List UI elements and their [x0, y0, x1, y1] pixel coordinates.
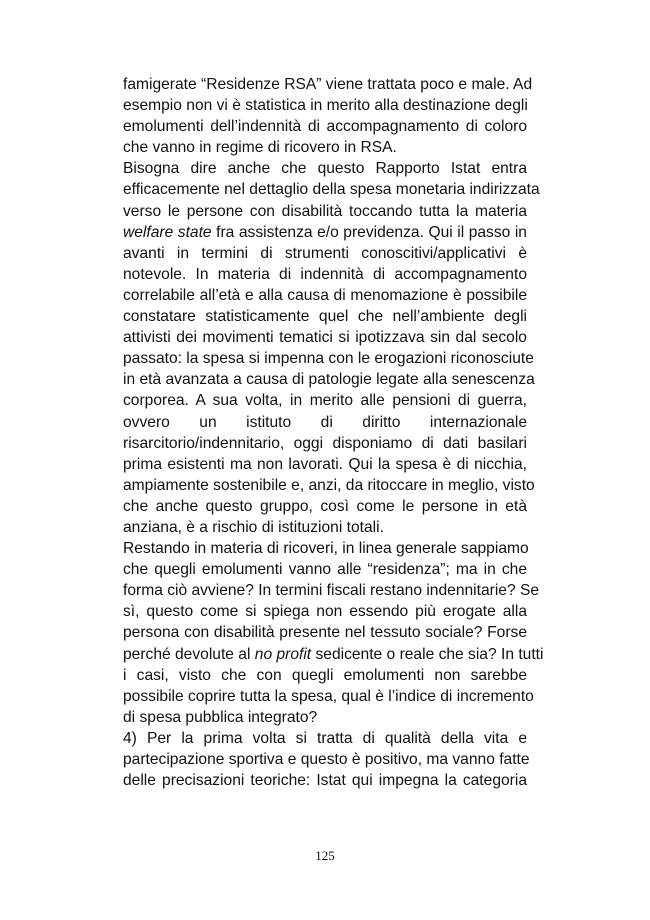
text-segment: persona con disabilità presente nel tessuto sociale? Forse	[123, 624, 527, 642]
text-segment: 4) Per la prima volta si tratta di qualità della vita e	[123, 729, 527, 747]
text-segment: in età avanzata a causa di patologie legate alla senescenza	[123, 371, 535, 389]
text-segment: risarcitorio/indennitario, oggi disponiamo di dati basilari	[123, 434, 527, 452]
text-segment: partecipazione sportiva e questo è positivo, ma vanno fatte	[123, 751, 530, 768]
text-segment: ampiamente sostenibile e, anzi, da ritoccare in meglio, visto	[123, 476, 535, 494]
text-segment: verso le persone con disabilità toccando tutta la materia	[123, 202, 527, 220]
text-line	[123, 496, 527, 517]
text-line	[123, 665, 527, 686]
text-segment: esempio non vi è statistica in merito alla destinazione degli	[123, 97, 528, 115]
text-segment: anziana, è a rischio di istituzioni totali.	[123, 518, 384, 536]
text-line	[123, 433, 527, 454]
text-line	[123, 454, 527, 475]
text-segment: Bisogna dire anche che questo Rapporto Istat entra	[123, 160, 527, 178]
italic-text: welfare state	[123, 223, 212, 241]
text-line	[123, 201, 527, 222]
text-segment: passato: la spesa si impenna con le erogazioni riconosciute	[123, 350, 534, 368]
text-line	[123, 179, 540, 200]
text-line	[123, 243, 527, 264]
text-line	[123, 412, 527, 433]
text-line	[123, 137, 527, 158]
text-line	[123, 222, 527, 243]
italic-text: no profit	[254, 645, 312, 663]
text-line	[123, 475, 535, 496]
text-line	[123, 601, 527, 622]
text-segment: i casi, visto che con quegli emolumenti non sarebbe	[123, 666, 527, 684]
text-segment: prima esistenti ma non lavorati. Qui la spesa è di nicchia,	[123, 455, 527, 473]
text-line	[123, 622, 527, 643]
text-line	[123, 348, 534, 369]
text-line	[123, 517, 527, 538]
text-line	[123, 158, 527, 179]
text-line	[123, 285, 527, 306]
text-line	[123, 559, 527, 580]
text-segment: che quegli emolumenti vanno alle “residenza”; ma in che	[123, 561, 527, 579]
text-segment: sedicente o reale che sia? In tutti	[311, 645, 544, 663]
text-segment: di spesa pubblica integrato?	[123, 708, 318, 726]
text-segment: famigerate “Residenze RSA” viene trattata poco e male. Ad	[123, 76, 533, 93]
text-segment: ovvero un istituto di diritto internazionale	[123, 413, 527, 431]
text-line	[123, 95, 527, 116]
text-segment: sì, questo come si spiega non essendo più erogate alla	[123, 603, 527, 621]
text-line	[123, 390, 527, 411]
text-segment: possibile coprire tutta la spesa, qual è l’indice di incremento	[123, 687, 534, 705]
text-segment: Restando in materia di ricoveri, in linea generale sappiamo	[123, 540, 529, 558]
text-segment: perché devolute al	[123, 645, 255, 663]
text-segment: attivisti dei movimenti tematici si ipotizzava sin dal secolo	[123, 329, 527, 347]
page-number: 125	[315, 848, 335, 863]
body-text	[123, 74, 544, 791]
text-segment: correlabile all’età e alla causa di menomazione è possibile	[123, 286, 527, 304]
text-line	[123, 538, 527, 559]
text-segment: notevole. In materia di indennità di accompagnamento	[123, 265, 527, 283]
text-segment: delle precisazioni teoriche: Istat qui impegna la categoria	[123, 772, 527, 790]
text-segment: constatare statisticamente quel che nell’ambiente degli	[123, 308, 527, 326]
text-line	[123, 644, 544, 665]
text-segment: che vanno in regime di ricovero in RSA.	[123, 139, 397, 157]
text-segment: corporea. A sua volta, in merito alle pensioni di guerra,	[123, 392, 527, 410]
text-segment: emolumenti dell’indennità di accompagnamento di coloro	[123, 118, 527, 136]
text-line	[123, 327, 527, 348]
text-segment: avanti in termini di strumenti conoscitivi/applicativi è	[123, 244, 527, 262]
text-segment: efficacemente nel dettaglio della spesa monetaria indirizzata	[123, 181, 540, 199]
text-line	[123, 770, 527, 791]
text-line	[123, 264, 527, 285]
text-segment: fra assistenza e/o previdenza. Qui il passo in	[211, 223, 527, 241]
text-line	[123, 306, 527, 327]
text-segment: che anche questo gruppo, così come le persone in età	[123, 497, 527, 515]
text-line	[123, 728, 527, 749]
text-line	[123, 369, 535, 390]
text-line	[123, 580, 540, 601]
text-line	[123, 686, 534, 707]
text-line	[123, 74, 533, 95]
text-line	[123, 707, 527, 728]
text-segment: forma ciò avviene? In termini fiscali restano indennitarie? Se	[123, 582, 540, 600]
text-line	[123, 749, 530, 770]
text-line	[123, 116, 527, 137]
